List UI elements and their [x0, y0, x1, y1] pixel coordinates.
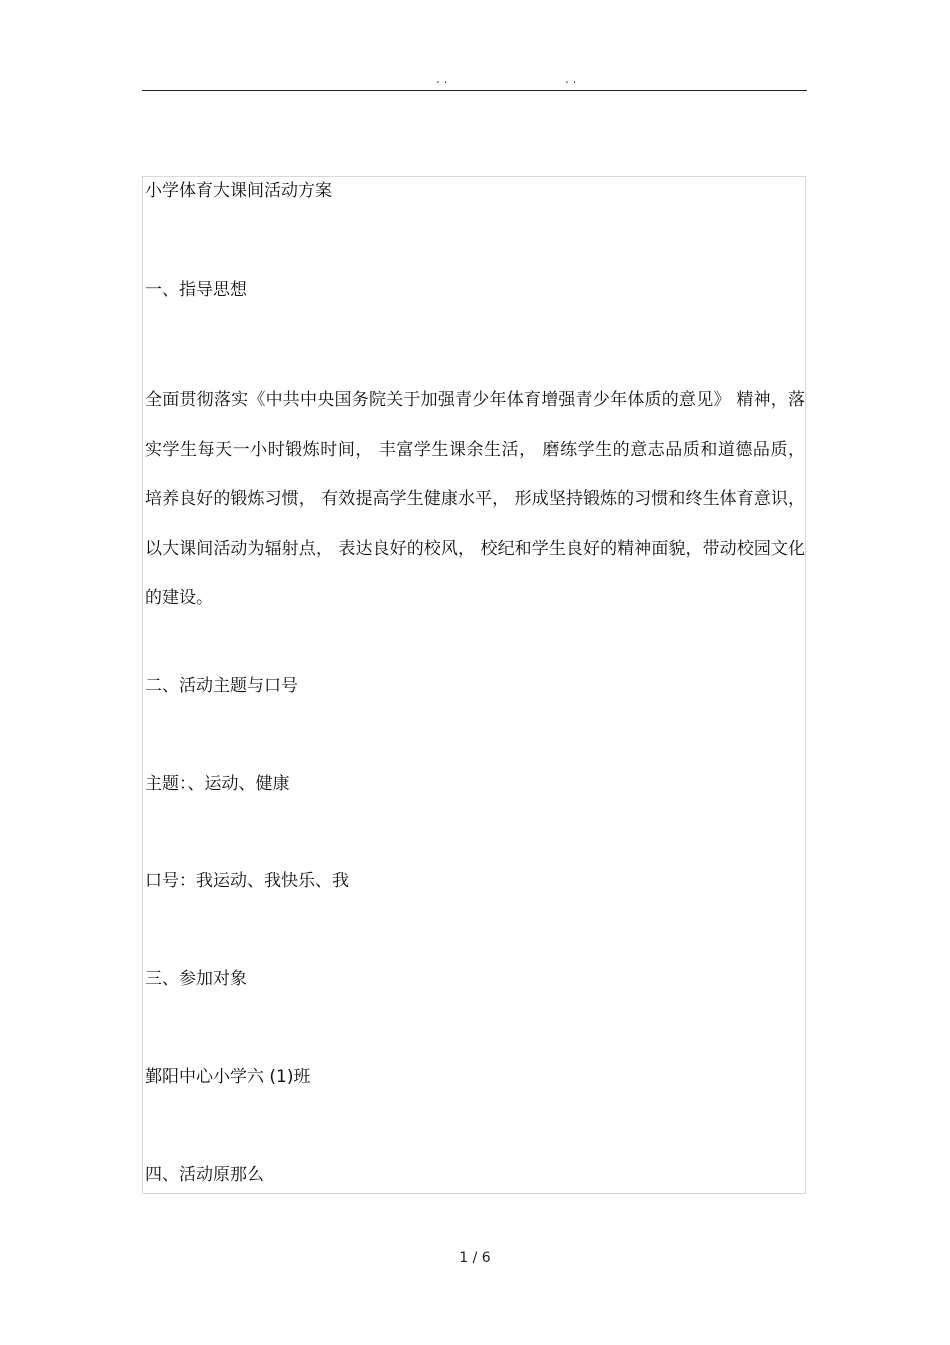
slogan-line: 口号：我运动、我快乐、我 — [145, 871, 349, 891]
page-indicator: 1 / 6 — [459, 1250, 491, 1266]
section3-body: 鄞阳中心小学六 (1)班 — [145, 1067, 311, 1087]
document-title: 小学体育大课间活动方案 — [145, 181, 332, 201]
header-dots-left: . . — [436, 72, 448, 86]
section1-heading: 一、指导思想 — [145, 280, 247, 300]
section1-body: 全面贯彻落实《中共中央国务院关于加强青少年体育增强青少年体质的意见》 精神，落实学生每天一小时锻炼时间， 丰富学生课余生活， 磨练学生的意志品质和道德品质， 培养良好的锻炼习惯， 有效提高学生健康水平， 形成坚持锻炼的习惯和终生体育意识， 以大课间活动为辐射点， 表达良好的校风， 校纪和学生良好的精神面貌，带动校园文化的建设。 — [145, 390, 805, 608]
section4-heading: 四、活动原那么 — [145, 1165, 264, 1185]
theme-line: 主题：、运动、健康 — [145, 774, 290, 794]
section3-heading: 三、参加对象 — [145, 969, 247, 989]
header-dots-right: . . — [565, 72, 577, 86]
section2-heading: 二、活动主题与口号 — [145, 676, 298, 696]
header-rule — [142, 90, 807, 91]
